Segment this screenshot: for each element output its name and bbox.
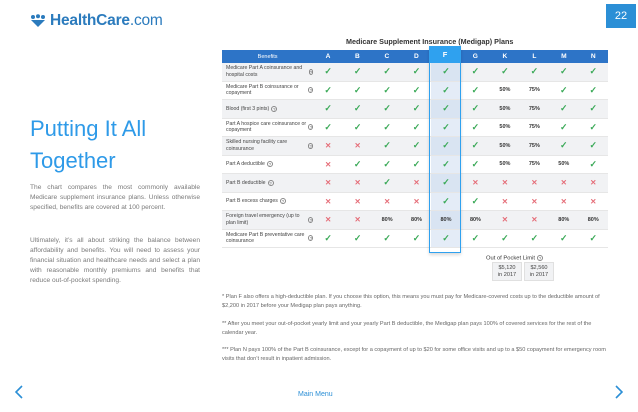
coverage-percent: 50%: [499, 161, 511, 168]
cross-icon: ✕: [560, 196, 567, 206]
question-icon[interactable]: ?: [538, 256, 542, 261]
check-icon: ✓: [353, 66, 362, 77]
question-icon[interactable]: ?: [309, 125, 313, 131]
question-icon[interactable]: ?: [309, 236, 313, 242]
header-plan: B: [355, 53, 360, 60]
header-plan: G: [472, 53, 478, 60]
check-icon: ✓: [471, 103, 480, 114]
coverage-percent: 80%: [558, 216, 570, 223]
check-icon: ✓: [589, 121, 598, 132]
check-icon: ✓: [471, 66, 480, 77]
cross-icon: ✕: [413, 178, 420, 188]
check-icon: ✓: [560, 121, 568, 132]
check-icon: ✓: [431, 137, 460, 155]
cross-icon: ✕: [383, 196, 391, 206]
check-icon: ✓: [431, 100, 460, 118]
coverage-percent: 75%: [528, 124, 540, 131]
check-icon: ✓: [589, 140, 598, 151]
cross-icon: ✕: [590, 196, 597, 206]
cross-icon: ✕: [354, 141, 361, 151]
cross-icon: ✕: [325, 196, 332, 206]
benefit-label: [222, 174, 313, 192]
check-icon: ✓: [589, 84, 598, 95]
check-icon: ✓: [383, 66, 391, 77]
header-plan: C: [384, 53, 390, 60]
check-icon: ✓: [471, 195, 480, 206]
check-icon: ✓: [471, 232, 480, 243]
header-plan: D: [414, 53, 419, 60]
table-body: [222, 63, 608, 248]
check-icon: ✓: [431, 63, 460, 81]
check-icon: ✓: [471, 84, 480, 95]
healthcare-logo-icon: [30, 14, 46, 28]
benefit-label-text: Blood (first 3 pints): [226, 105, 270, 112]
table-row: [222, 156, 608, 175]
check-icon: ✓: [383, 103, 391, 114]
check-icon: ✓: [560, 66, 568, 77]
check-icon: ✓: [412, 66, 421, 77]
check-icon: ✓: [501, 66, 509, 77]
benefit-label-text: Foreign travel emergency (up to plan limit): [226, 213, 300, 226]
oop-l-year: in 2017: [529, 272, 549, 278]
cross-icon: ✕: [531, 178, 538, 188]
cross-icon: ✕: [354, 215, 361, 225]
check-icon: ✓: [412, 140, 421, 151]
coverage-percent: 50%: [499, 87, 511, 94]
table-row: [222, 211, 608, 230]
table-row: [222, 119, 608, 138]
question-icon[interactable]: ?: [309, 217, 312, 223]
oop-l-amount: $2,560: [530, 265, 548, 271]
benefit-label-text: Skilled nursing facility care coinsurance: [226, 139, 288, 152]
benefit-label-text: Part B excess charges: [226, 198, 278, 205]
check-icon: ✓: [471, 140, 480, 151]
check-icon: ✓: [324, 103, 332, 114]
oop-k-year: in 2017: [497, 272, 517, 278]
check-icon: ✓: [324, 232, 332, 243]
coverage-percent: 80%: [381, 216, 393, 223]
check-icon: ✓: [353, 232, 362, 243]
chevron-right-icon: [615, 385, 623, 399]
cross-icon: ✕: [560, 178, 567, 188]
check-icon: ✓: [412, 103, 421, 114]
brand-name: HealthCare.com: [50, 12, 163, 29]
question-icon[interactable]: ?: [309, 69, 313, 75]
question-icon[interactable]: ?: [269, 180, 272, 186]
question-icon[interactable]: ?: [268, 162, 272, 168]
benefit-label: [222, 230, 313, 248]
table-row: [222, 174, 608, 193]
footnote-plan-n: *** Plan N pays 100% of the Part B coinsurance, except for a copayment of up to $20 for some office visits and up to a $50 copayment for emergency room visits that don’t result in inpatient admission.: [222, 347, 606, 362]
cross-icon: ✕: [501, 178, 509, 188]
benefit-label-text: Medicare Part A coinsurance and hospital costs: [226, 65, 303, 78]
check-icon: ✓: [431, 156, 460, 174]
check-icon: ✓: [589, 103, 598, 114]
cross-icon: ✕: [413, 196, 420, 206]
header-plan: N: [590, 53, 596, 60]
check-icon: ✓: [431, 193, 460, 211]
check-icon: ✓: [471, 158, 480, 169]
question-icon[interactable]: ?: [309, 143, 312, 149]
header-plan: K: [502, 53, 508, 60]
coverage-percent: 75%: [528, 87, 540, 94]
table-title: Medicare Supplement Insurance (Medigap) Plans: [346, 37, 514, 46]
heading-line-1: Putting It All: [30, 116, 147, 141]
check-icon: ✓: [530, 66, 539, 77]
check-icon: ✓: [589, 158, 598, 169]
check-icon: ✓: [383, 121, 391, 132]
cross-icon: ✕: [531, 215, 538, 225]
check-icon: ✓: [324, 84, 332, 95]
header-plan: M: [561, 53, 567, 60]
question-icon[interactable]: ?: [273, 106, 276, 112]
table-row: [222, 230, 608, 249]
check-icon: ✓: [431, 82, 460, 100]
table-row: [222, 100, 608, 119]
medigap-comparison-table: [222, 50, 608, 248]
coverage-percent: 75%: [528, 161, 540, 168]
coverage-percent: 80%: [411, 216, 423, 223]
table-row: [222, 82, 608, 101]
cross-icon: ✕: [531, 196, 538, 206]
benefit-label-text: Part A hospice care coinsurance or copayment: [226, 120, 307, 134]
out-of-pocket-label: Out of Pocket Limit ?: [486, 255, 542, 262]
summary-paragraph: Ultimately, it’s all about striking the balance between affordability and benefits. You will need to assess your financial situation and healthcare needs and select a plan with reasonable monthly premiums and benefits that reduce out-of-pocket spending.: [30, 237, 200, 284]
oop-k-amount: $5,120: [498, 265, 516, 271]
cross-icon: ✕: [354, 196, 361, 206]
check-icon: ✓: [383, 232, 391, 243]
header-benefits: Benefits: [257, 53, 278, 60]
check-icon: ✓: [353, 84, 362, 95]
header-plan: A: [325, 53, 331, 60]
check-icon: ✓: [324, 121, 332, 132]
header-plan: L: [532, 53, 537, 60]
plan-f-highlight-header: F: [429, 46, 461, 63]
benefit-label: [222, 193, 313, 211]
benefit-label: [222, 137, 313, 155]
check-icon: ✓: [501, 232, 509, 243]
benefit-label: [222, 156, 313, 174]
benefit-label-text: Part A deductible: [226, 161, 265, 168]
benefit-label-text: Part B deductible: [226, 179, 266, 186]
cross-icon: ✕: [325, 215, 332, 225]
check-icon: ✓: [383, 140, 391, 151]
check-icon: ✓: [412, 158, 421, 169]
benefit-label-text: Medicare Part B preventative care coinsurance: [226, 231, 305, 245]
cross-icon: ✕: [501, 196, 509, 206]
check-icon: ✓: [560, 103, 568, 114]
check-icon: ✓: [471, 121, 480, 132]
coverage-percent: 50%: [499, 142, 511, 149]
check-icon: ✓: [589, 66, 598, 77]
check-icon: ✓: [431, 230, 460, 248]
table-header-row: [222, 50, 608, 63]
coverage-percent: 80%: [431, 211, 460, 229]
cross-icon: ✕: [472, 178, 479, 188]
cross-icon: ✕: [325, 178, 332, 188]
cross-icon: ✕: [354, 178, 361, 188]
check-icon: ✓: [383, 84, 391, 95]
check-icon: ✓: [353, 158, 362, 169]
check-icon: ✓: [412, 121, 421, 132]
check-icon: ✓: [530, 232, 539, 243]
table-row: [222, 63, 608, 82]
check-icon: ✓: [412, 232, 421, 243]
check-icon: ✓: [560, 140, 568, 151]
out-of-pocket-limit-k: [492, 262, 522, 281]
benefit-label: [222, 211, 313, 229]
check-icon: ✓: [324, 66, 332, 77]
table-row: [222, 193, 608, 212]
check-icon: ✓: [353, 121, 362, 132]
footnote-plan-f: * Plan F also offers a high-deductible plan. If you choose this option, this means you must pay for Medicare-covered costs up to the deductible amount of $2,200 in 2017 before your Medigap plan pays anything.: [222, 294, 600, 309]
cross-icon: ✕: [325, 141, 332, 151]
coverage-percent: 75%: [528, 105, 540, 112]
cross-icon: ✕: [325, 159, 332, 169]
check-icon: ✓: [353, 103, 362, 114]
coverage-percent: 80%: [469, 216, 481, 223]
check-icon: ✓: [431, 174, 460, 192]
footnote-out-of-pocket: ** After you meet your out-of-pocket yearly limit and your yearly Part B deductible, the Medigap plan pays 100% of covered services for the rest of the calendar year.: [222, 321, 592, 336]
next-page-button[interactable]: [612, 383, 626, 401]
chevron-left-icon: [15, 385, 23, 399]
check-icon: ✓: [412, 84, 421, 95]
out-of-pocket-limit-l: [524, 262, 554, 281]
cross-icon: ✕: [590, 178, 597, 188]
question-icon[interactable]: ?: [309, 88, 313, 94]
check-icon: ✓: [383, 158, 391, 169]
coverage-percent: 50%: [558, 161, 570, 168]
cross-icon: ✕: [501, 215, 509, 225]
question-icon[interactable]: ?: [281, 199, 285, 205]
check-icon: ✓: [560, 232, 568, 243]
main-menu-link[interactable]: Main Menu: [298, 391, 333, 398]
previous-page-button[interactable]: [12, 383, 26, 401]
benefit-label: [222, 82, 313, 100]
page-number-badge: 22: [606, 4, 636, 28]
coverage-percent: 50%: [499, 124, 511, 131]
heading-line-2: Together: [30, 148, 116, 173]
coverage-percent: 75%: [528, 142, 540, 149]
brand-logo[interactable]: [30, 10, 163, 32]
table-row: [222, 137, 608, 156]
benefit-label: [222, 100, 313, 118]
intro-paragraph: The chart compares the most commonly available Medicare supplement insurance plans. Unless otherwise specified, benefits are covered at 100 percent.: [30, 184, 200, 211]
check-icon: ✓: [560, 84, 568, 95]
check-icon: ✓: [383, 177, 391, 188]
page-heading: [30, 113, 220, 177]
check-icon: ✓: [589, 232, 598, 243]
benefit-label: [222, 119, 313, 137]
check-icon: ✓: [431, 119, 460, 137]
benefit-label-text: Medicare Part B coinsurance or copayment: [226, 83, 299, 97]
coverage-percent: 50%: [499, 105, 511, 112]
benefit-label: [222, 63, 313, 81]
coverage-percent: 80%: [587, 216, 599, 223]
